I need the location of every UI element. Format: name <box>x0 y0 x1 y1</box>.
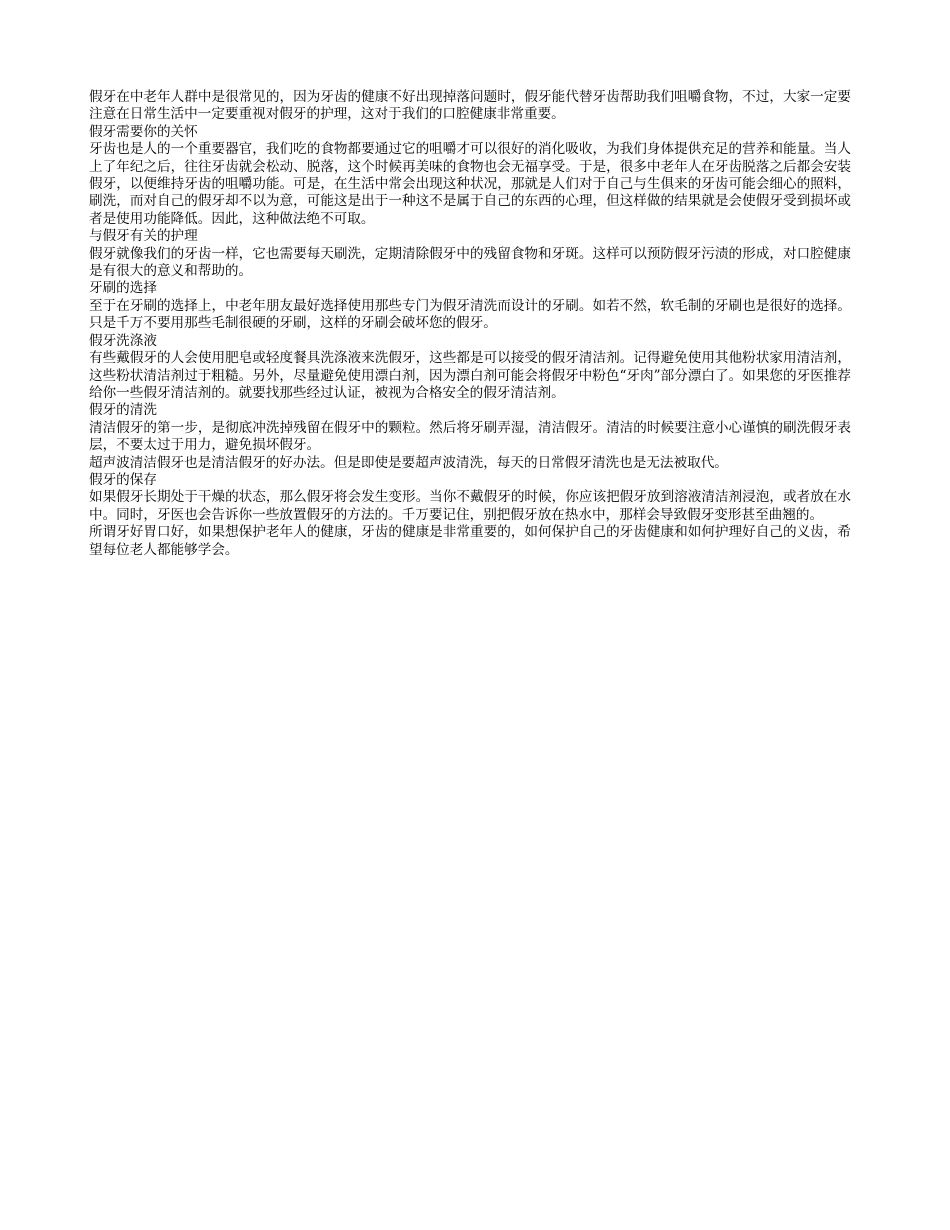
intro-paragraph: 假牙在中老年人群中是很常见的，因为牙齿的健康不好出现掉落问题时，假牙能代替牙齿帮助我们咀嚼食物，不过，大家一定要注意在日常生活中一定要重视对假牙的护理，这对于我们的口腔健康非常重要。 <box>89 89 851 123</box>
paragraph-toothbrush: 至于在牙刷的选择上，中老年朋友最好选择使用那些专门为假牙清洗而设计的牙刷。如若不然，软毛制的牙刷也是很好的选择。只是千万不要用那些毛制很硬的牙刷，这样的牙刷会破坏您的假牙。 <box>89 297 851 332</box>
paragraph-cleaning-ultrasonic: 超声波清洁假牙也是清洁假牙的好办法。但是即使是要超声波清洗，每天的日常假牙清洗也是无法被取代。 <box>89 454 728 471</box>
section-heading-cleanser: 假牙洗涤液 <box>89 332 157 349</box>
paragraph-maintenance: 假牙就像我们的牙齿一样，它也需要每天刷洗，定期清除假牙中的残留食物和牙斑。这样可以预防假牙污渍的形成，对口腔健康是有很大的意义和帮助的。 <box>89 245 851 280</box>
section-heading-toothbrush: 牙刷的选择 <box>89 280 157 297</box>
conclusion-paragraph: 所谓牙好胃口好，如果想保护老年人的健康，牙齿的健康是非常重要的，如何保护自己的牙齿健康和如何护理好自己的义齿，希望每位老人都能够学会。 <box>89 524 851 558</box>
paragraph-cleanser: 有些戴假牙的人会使用肥皂或轻度餐具洗涤液来洗假牙，这些都是可以接受的假牙清洁剂。记得避免使用其他粉状家用清洁剂，这些粉状清洁剂过于粗糙。另外，尽量避免使用漂白剂，因为漂白剂可能会将假牙中粉色“牙肉”部分漂白了。如果您的牙医推荐给你一些假牙清洁剂的。就要找那些经过认证，被视为合格安全的假牙清洁剂。 <box>89 350 851 401</box>
section-heading-storage: 假牙的保存 <box>89 471 157 488</box>
paragraph-care: 牙齿也是人的一个重要器官，我们吃的食物都要通过它的咀嚼才可以很好的消化吸收，为我们身体提供充足的营养和能量。当人上了年纪之后，往往牙齿就会松动、脱落，这个时候再美味的食物也会无福享受。于是，很多中老年人在牙齿脱落之后都会安装假牙，以便维持牙齿的咀嚼功能。可是，在生活中常会出现这种状况，那就是人们对于自己与生俱来的牙齿可能会细心的照料，刷洗，而对自己的假牙却不以为意，可能这是出于一种这不是属于自己的东西的心理，但这样做的结果就是会使假牙受到损坏或者是使用功能降低。因此，这种做法绝不可取。 <box>89 141 851 227</box>
section-heading-maintenance: 与假牙有关的护理 <box>89 228 198 245</box>
document-body <box>89 89 851 559</box>
paragraph-cleaning-steps: 清洁假牙的第一步，是彻底冲洗掉残留在假牙中的颗粒。然后将牙刷弄湿，清洁假牙。清洁的时候要注意小心谨慎的刷洗假牙表层，不要太过于用力，避免损坏假牙。 <box>89 419 851 454</box>
section-heading-cleaning: 假牙的清洗 <box>89 402 157 419</box>
section-heading-care: 假牙需要你的关怀 <box>89 123 198 140</box>
paragraph-storage: 如果假牙长期处于干燥的状态，那么假牙将会发生变形。当你不戴假牙的时候，你应该把假牙放到溶液清洁剂浸泡，或者放在水中。同时，牙医也会告诉你一些放置假牙的方法的。千万要记住，别把假牙放在热水中，那样会导致假牙变形甚至曲翘的。 <box>89 489 851 523</box>
